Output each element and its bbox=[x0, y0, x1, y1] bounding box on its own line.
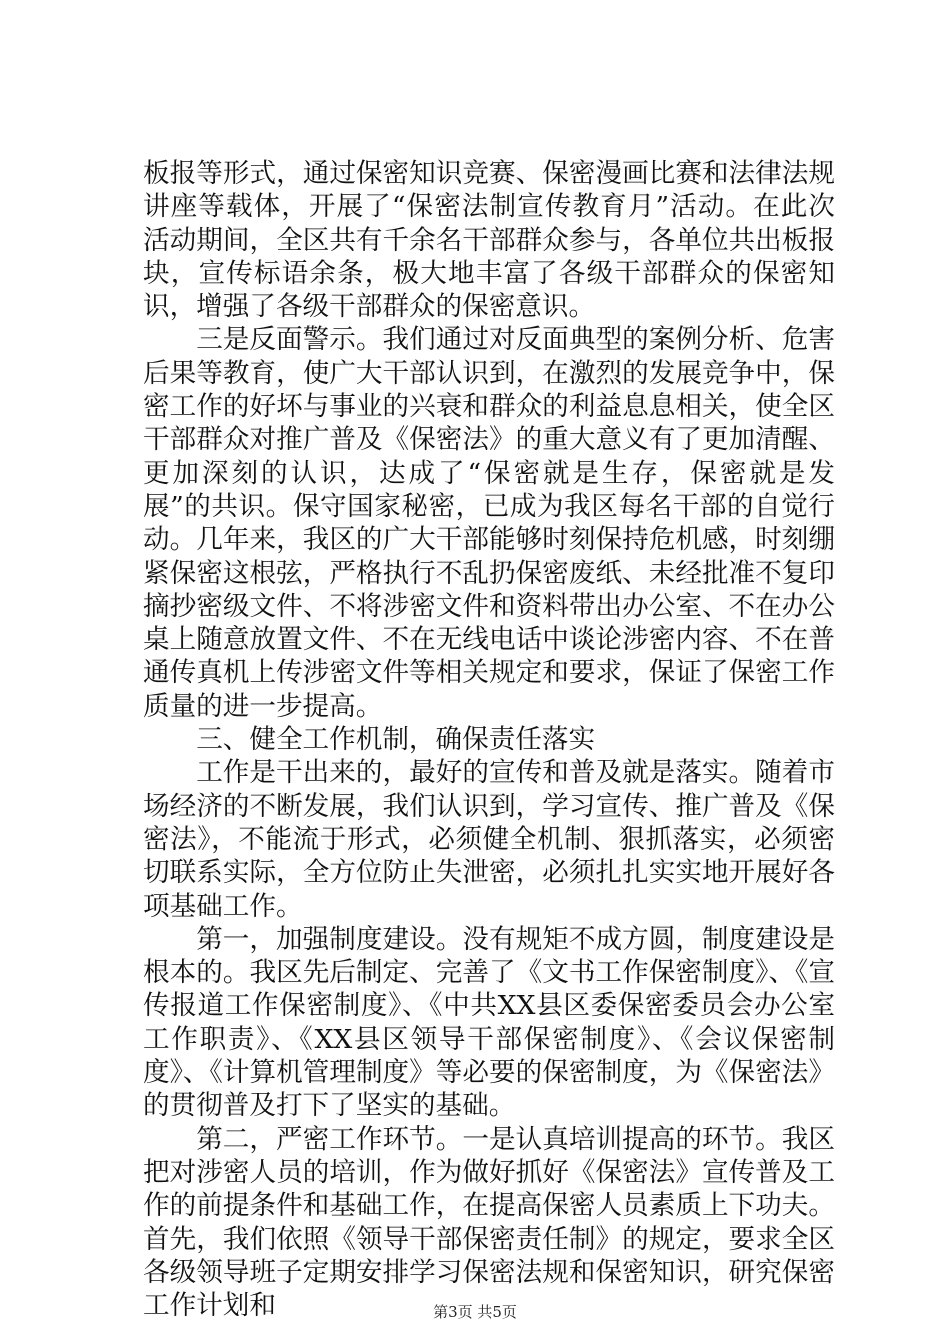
document-body bbox=[143, 157, 835, 1322]
page-footer: 第3页 共5页 bbox=[433, 1303, 517, 1321]
section-heading: 三、健全工作机制，确保责任落实 bbox=[196, 724, 596, 756]
paragraph-implementation: 工作是干出来的，最好的宣传和普及就是落实。随着市场经济的不断发展，我们认识到，学习宣传、推广普及《保密法》，不能流于形式，必须健全机制、狠抓落实，必须密切联系实际，全方位防止失泄密，必须扎扎实实地开展好各项基础工作。 bbox=[143, 757, 835, 922]
paragraph-work-links: 第二，严密工作环节。一是认真培训提高的环节。我区把对涉密人员的培训，作为做好抓好《保密法》宣传普及工作的前提条件和基础工作，在提高保密人员素质上下功夫。首先，我们依照《领导干部保密责任制》的规定，要求全区各级领导班子定期安排学习保密法规和保密知识，研究保密工作计划和 bbox=[143, 1123, 835, 1322]
paragraph-negative-warning: 三是反面警示。我们通过对反面典型的案例分析、危害后果等教育，使广大干部认识到，在激烈的发展竞争中，保密工作的好坏与事业的兴衰和群众的利益息息相关，使全区干部群众对推广普及《保密法》的重大意义有了更加清醒、更加深刻的认识，达成了“保密就是生存，保密就是发展”的共识。保守国家秘密，已成为我区每名干部的自觉行动。几年来，我区的广大干部能够时刻保持危机感，时刻绷紧保密这根弦，严格执行不乱扔保密废纸、未经批准不复印摘抄密级文件、不将涉密文件和资料带出办公室、不在办公桌上随意放置文件、不在无线电话中谈论涉密内容、不在普通传真机上传涉密文件等相关规定和要求，保证了保密工作质量的进一步提高。 bbox=[143, 324, 835, 722]
paragraph-continuation: 板报等形式，通过保密知识竞赛、保密漫画比赛和法律法规讲座等载体，开展了“保密法制宣传教育月”活动。在此次活动期间，全区共有千余名干部群众参与，各单位共出板报块，宣传标语余条，极大地丰富了各级干部群众的保密知识，增强了各级干部群众的保密意识。 bbox=[143, 158, 835, 323]
paragraph-system-building: 第一，加强制度建设。没有规矩不成方圆，制度建设是根本的。我区先后制定、完善了《文书工作保密制度》、《宣传报道工作保密制度》、《中共XX县区委保密委员会办公室工作职责》、《XX县区领导干部保密制度》、《会议保密制度》、《计算机管理制度》等必要的保密制度，为《保密法》的贯彻普及打下了坚实的基础。 bbox=[143, 923, 835, 1122]
